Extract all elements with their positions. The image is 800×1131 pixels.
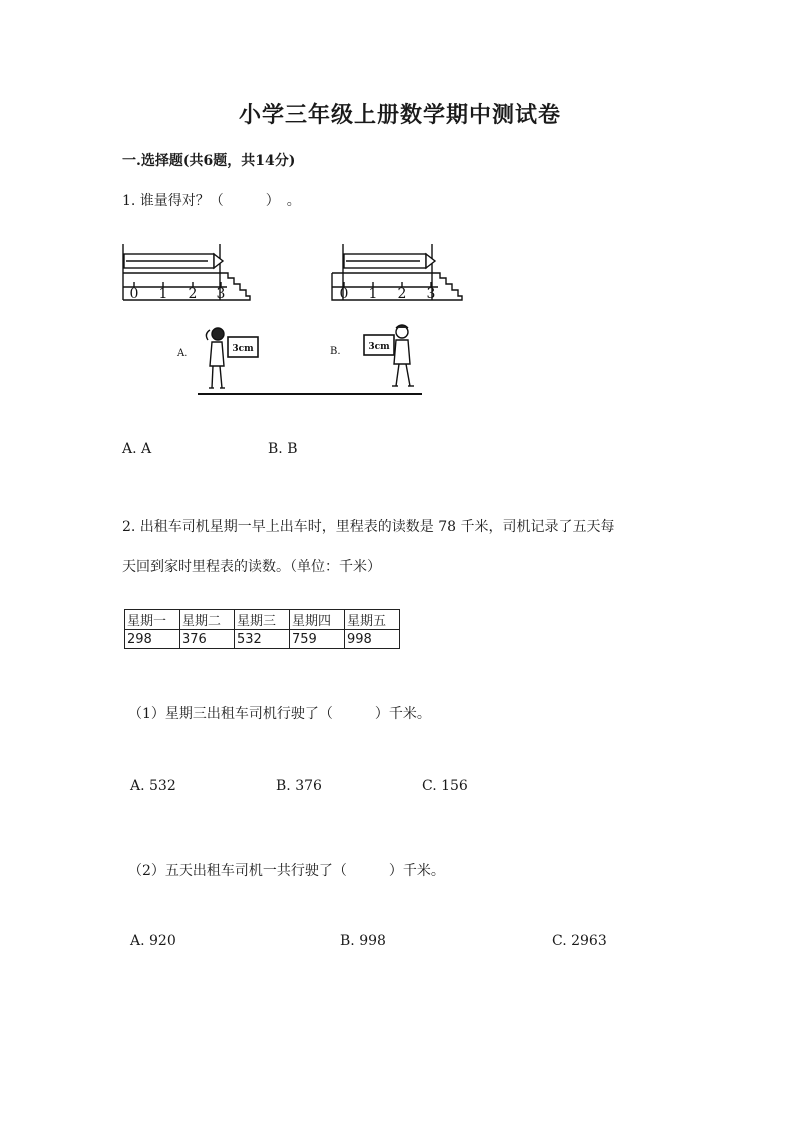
ruler-right-tick-2: 2 [397,286,407,302]
question-1-figure [110,236,470,406]
sub1-option-b[interactable]: B. 376 [276,778,322,794]
sub2-option-b[interactable]: B. 998 [340,933,386,949]
ruler-left-tick-1: 1 [158,286,168,302]
odometer-table [124,609,400,649]
sub1-option-c[interactable]: C. 156 [422,778,468,794]
sub2-option-c[interactable]: C. 2963 [552,933,607,949]
table-row [125,630,400,649]
header-cell: 星期五 [345,610,400,630]
sign-a-text: 3cm [232,344,254,354]
value-cell: 298 [125,630,180,649]
sign-b-text: 3cm [368,342,390,352]
ruler-left-tick-0: 0 [129,286,139,302]
header-cell: 星期四 [290,610,345,630]
figure-label-b: B. [330,346,341,357]
header-cell: 星期二 [180,610,235,630]
sub-question-2-text: （2）五天出租车司机一共行驶了（ ）千米。 [128,863,445,879]
ruler-left-tick-2: 2 [188,286,198,302]
header-cell: 星期三 [235,610,290,630]
question-2-text-line2: 天回到家时里程表的读数。（单位：千米） [122,559,381,575]
value-cell: 759 [290,630,345,649]
ruler-left [123,244,250,300]
page-title: 小学三年级上册数学期中测试卷 [238,102,561,128]
q1-option-b[interactable]: B. B [268,441,298,457]
value-cell: 998 [345,630,400,649]
sub2-option-a[interactable]: A. 920 [130,933,176,949]
sub1-option-a[interactable]: A. 532 [130,778,176,794]
sub-question-1-text: （1）星期三出租车司机行驶了（ ）千米。 [128,706,431,722]
figure-label-a: A. [177,348,188,359]
ruler-right-tick-3: 3 [426,286,436,302]
question-1-text: 1. 谁量得对？（ ） 。 [122,193,301,209]
ruler-right-tick-0: 0 [339,286,349,302]
value-cell: 376 [180,630,235,649]
value-cell: 532 [235,630,290,649]
header-cell: 星期一 [125,610,180,630]
ruler-right-tick-1: 1 [368,286,378,302]
section-heading: 一.选择题(共6题，共14分) [122,153,296,169]
boy-figure [392,325,414,386]
ruler-left-tick-3: 3 [216,286,226,302]
table-header-row [125,610,400,630]
question-2-text-line1: 2. 出租车司机星期一早上出车时，里程表的读数是 78 千米，司机记录了五天每 [122,519,615,535]
q1-option-a[interactable]: A. A [122,441,152,457]
girl-figure [206,328,225,388]
